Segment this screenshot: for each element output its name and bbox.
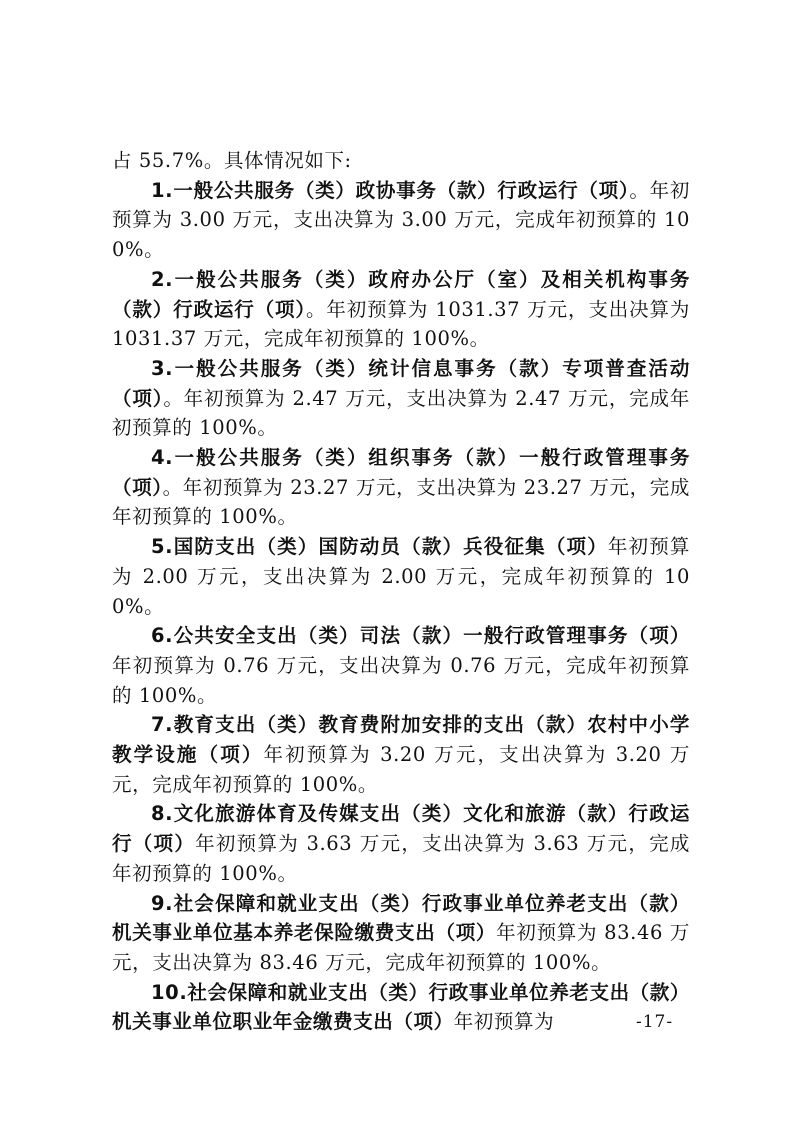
budget-item-2 bbox=[112, 265, 690, 354]
budget-item-9 bbox=[112, 889, 690, 978]
body-text bbox=[112, 146, 690, 1037]
item-body: 。年初预算为 2.47 万元，支出决算为 2.47 万元，完成年初预算的 100%。 bbox=[112, 386, 690, 440]
item-heading: 2.一般公共服务（类）政府办公厅（室）及相关机构事务（款）行政运行（项） bbox=[112, 267, 690, 321]
item-body: 。年初预算为 1031.37 万元，支出决算为 1031.37 万元，完成年初预算的 100%。 bbox=[112, 297, 690, 351]
budget-item-6 bbox=[112, 621, 690, 710]
item-body: 年初预算为 3.20 万元，支出决算为 3.20 万元，完成年初预算的 100%。 bbox=[112, 743, 690, 796]
item-body: 年初预算为 3.63 万元，支出决算为 3.63 万元，完成年初预算的 100%。 bbox=[112, 832, 690, 885]
item-body: 年初预算为 bbox=[453, 1010, 555, 1034]
budget-item-5 bbox=[112, 532, 690, 621]
item-heading: 3.一般公共服务（类）统计信息事务（款）专项普查活动（项） bbox=[112, 356, 690, 410]
item-body: 年初预算为 0.76 万元，支出决算为 0.76 万元，完成年初预算的 100%。 bbox=[112, 653, 690, 707]
budget-item-7 bbox=[112, 710, 690, 799]
budget-item-10 bbox=[112, 978, 690, 1037]
item-heading: 9.社会保障和就业支出（类）行政事业单位养老支出（款）机关事业单位基本养老保险缴费支出（项） bbox=[112, 891, 690, 945]
item-body: 。年初预算为 3.00 万元，支出决算为 3.00 万元，完成年初预算的 100%。 bbox=[112, 178, 690, 262]
item-body: 年初预算为 2.00 万元，支出决算为 2.00 万元，完成年初预算的 100%。 bbox=[112, 535, 690, 618]
item-heading: 1.一般公共服务（类）政协事务（款）行政运行（项） bbox=[151, 178, 630, 202]
item-body: 年初预算为 83.46 万元，支出决算为 83.46 万元，完成年初预算的 100%。 bbox=[112, 921, 690, 974]
budget-item-3 bbox=[112, 354, 690, 443]
budget-item-4 bbox=[112, 443, 690, 532]
item-heading: 6.公共安全支出（类）司法（款）一般行政管理事务（项） bbox=[151, 624, 690, 648]
item-body: 。年初预算为 23.27 万元，支出决算为 23.27 万元，完成年初预算的 100%。 bbox=[112, 475, 690, 529]
page-number: -17- bbox=[636, 1012, 674, 1032]
item-heading: 10.社会保障和就业支出（类）行政事业单位养老支出（款）机关事业单位职业年金缴费支出（项） bbox=[112, 980, 690, 1034]
item-heading: 8.文化旅游体育及传媒支出（类）文化和旅游（款）行政运行（项） bbox=[112, 802, 690, 856]
item-heading: 7.教育支出（类）教育费附加安排的支出（款）农村中小学教学设施（项） bbox=[112, 713, 690, 767]
intro-paragraph: 占 55.7%。具体情况如下: bbox=[112, 149, 352, 172]
item-heading: 4.一般公共服务（类）组织事务（款）一般行政管理事务（项） bbox=[112, 446, 690, 499]
budget-item-8 bbox=[112, 799, 690, 888]
budget-item-1 bbox=[112, 176, 690, 265]
item-heading: 5.国防支出（类）国防动员（款）兵役征集（项） bbox=[151, 535, 608, 559]
